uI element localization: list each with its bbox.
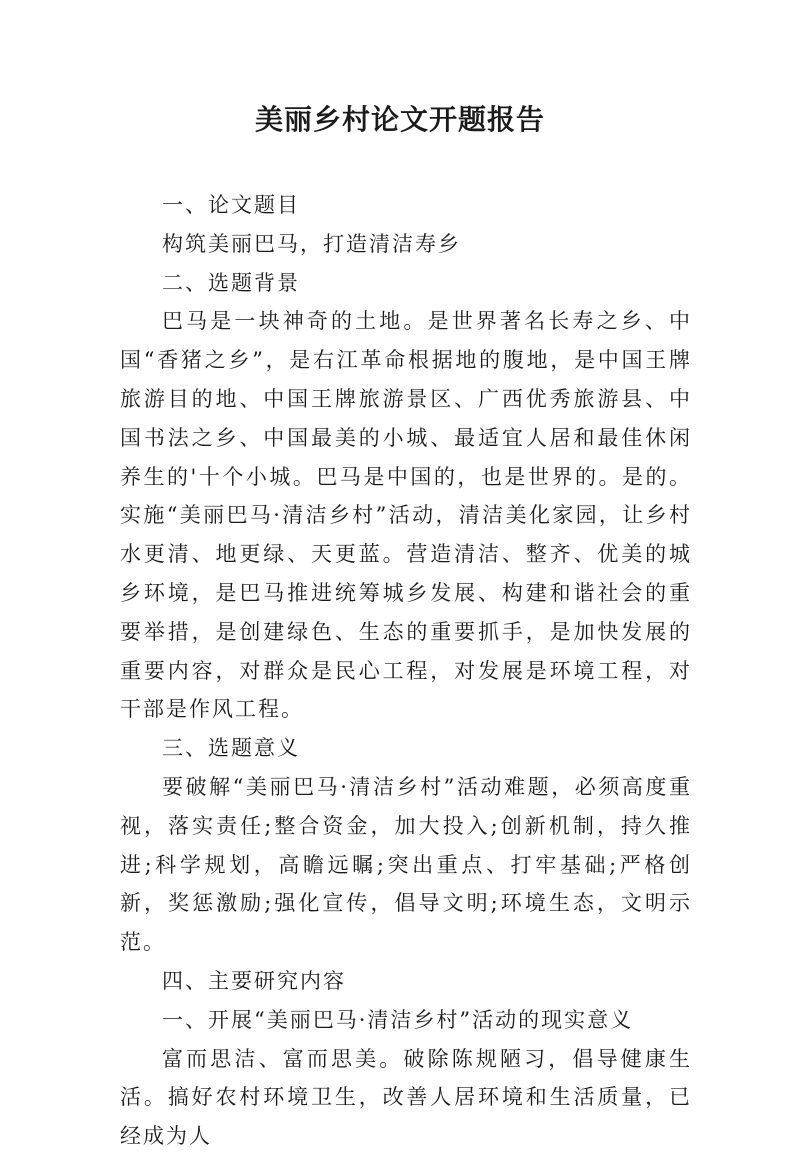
document-title: 美丽乡村论文开题报告 — [254, 103, 545, 136]
subheading-practical-significance: 一、开展“美丽巴马·清洁乡村”活动的现实意义 — [162, 1007, 634, 1032]
significance-paragraph: 要破解“美丽巴马·清洁乡村”活动难题，必须高度重视，落实责任;整合资金，加大投入;创新机制，持久推进;科学规划，高瞻远瞩;突出重点、打牢基础;严格创新，奖惩激励;强化宣传，倡导文明;环境生态，文明示范。 — [120, 774, 692, 955]
heading-thesis-topic: 一、论文题目 — [162, 193, 300, 217]
heading-research-content: 四、主要研究内容 — [162, 968, 346, 993]
practical-significance-paragraph: 富而思洁、富而思美。破除陈规陋习，倡导健康生活。搞好农村环境卫生，改善人居环境和生活质量，已经成为人 — [120, 1046, 692, 1149]
heading-significance: 三、选题意义 — [162, 736, 300, 761]
document-body — [120, 186, 692, 1156]
thesis-topic-text: 构筑美丽巴马，打造清洁寿乡 — [162, 231, 461, 256]
heading-background: 二、选题背景 — [162, 270, 300, 295]
background-paragraph: 巴马是一块神奇的土地。是世界著名长寿之乡、中国“香猪之乡”，是右江革命根据地的腹地，是中国王牌旅游目的地、中国王牌旅游景区、广西优秀旅游县、中国书法之乡、中国最美的小城、最适宜人居和最佳休闲养生的'十个小城。巴马是中国的，也是世界的。是的。实施“美丽巴马·清洁乡村”活动，清洁美化家园，让乡村水更清、地更绿、天更蓝。营造清洁、整齐、优美的城乡环境，是巴马推进统筹城乡发展、构建和谐社会的重要举措，是创建绿色、生态的重要抓手，是加快发展的重要内容，对群众是民心工程，对发展是环境工程，对干部是作风工程。 — [120, 309, 692, 722]
